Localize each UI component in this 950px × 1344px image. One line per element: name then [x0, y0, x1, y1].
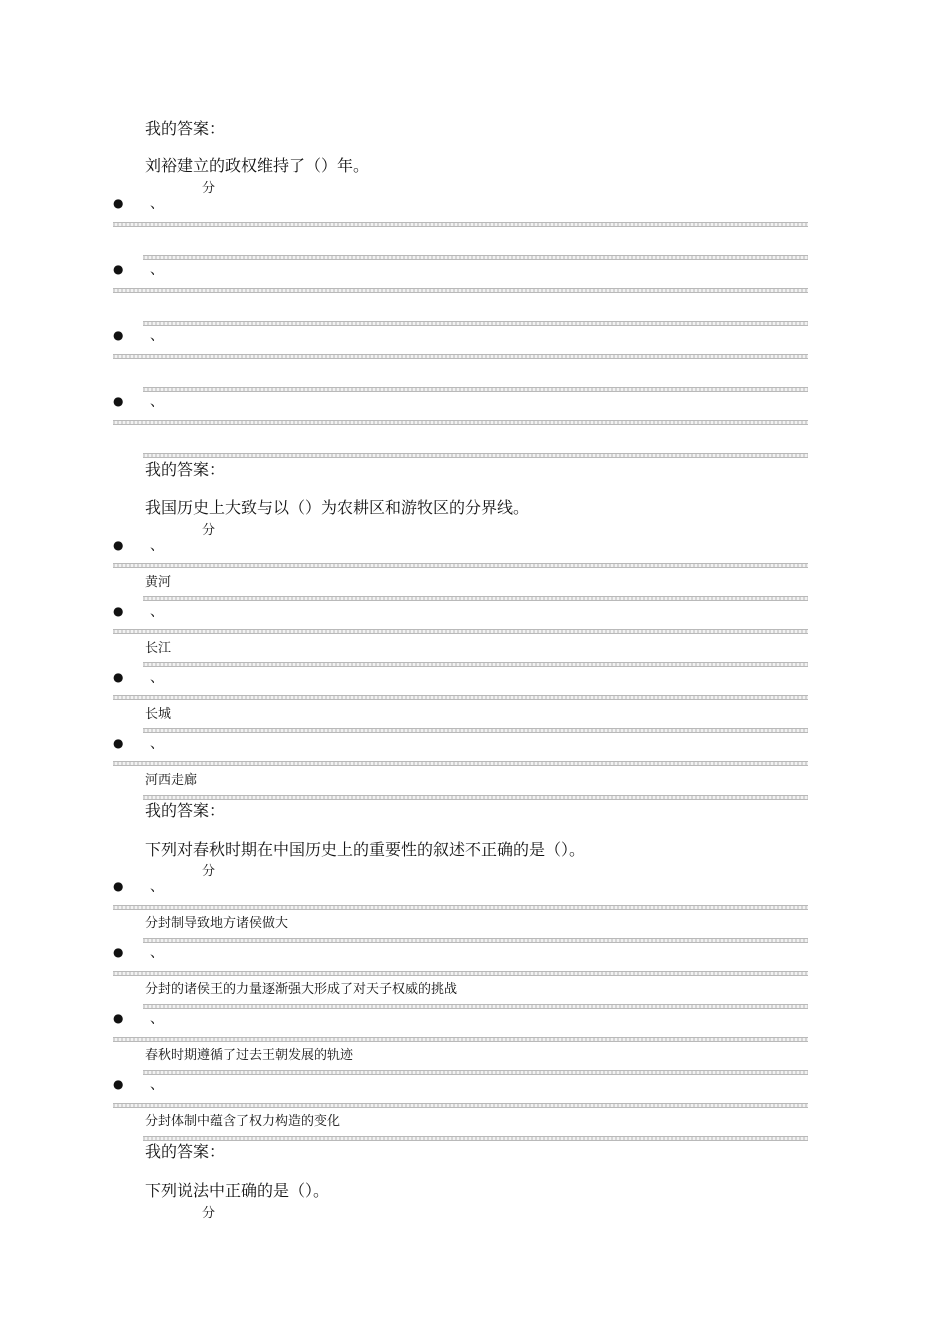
question-text: 我国历史上大致与以（）为农耕区和游牧区的分界线。 — [145, 498, 530, 517]
divider — [113, 420, 808, 425]
option-marker: 、 — [150, 196, 164, 212]
divider — [143, 662, 808, 667]
option-text[interactable]: 分封制导致地方诸侯做大 — [145, 916, 289, 931]
divider — [113, 222, 808, 227]
option-marker: 、 — [150, 879, 164, 895]
bullet-icon: ● — [113, 879, 124, 893]
score-label: 分 — [202, 1206, 216, 1221]
option-text[interactable]: 分封体制中蕴含了权力构造的变化 — [145, 1114, 341, 1129]
question-text: 下列对春秋时期在中国历史上的重要性的叙述不正确的是（）。 — [145, 840, 586, 859]
divider — [143, 596, 808, 601]
option-marker: 、 — [150, 945, 164, 961]
bullet-icon: ● — [113, 262, 124, 276]
bullet-icon: ● — [113, 196, 124, 210]
option-text[interactable]: 长城 — [145, 707, 172, 722]
divider — [143, 1070, 808, 1075]
divider — [113, 695, 808, 700]
my-answer-label: 我的答案： — [145, 119, 226, 138]
divider — [113, 761, 808, 766]
divider — [143, 453, 808, 458]
divider — [143, 795, 808, 800]
bullet-icon: ● — [113, 538, 124, 552]
divider — [143, 728, 808, 733]
option-marker: 、 — [150, 262, 164, 278]
score-label: 分 — [202, 523, 216, 538]
divider — [113, 905, 808, 910]
divider — [113, 354, 808, 359]
divider — [143, 938, 808, 943]
divider — [143, 387, 808, 392]
divider — [113, 563, 808, 568]
divider — [143, 1004, 808, 1009]
bullet-icon: ● — [113, 328, 124, 342]
option-marker: 、 — [150, 538, 164, 554]
divider — [143, 255, 808, 260]
bullet-icon: ● — [113, 394, 124, 408]
option-text[interactable]: 河西走廊 — [145, 773, 198, 788]
bullet-icon: ● — [113, 1011, 124, 1025]
my-answer-label: 我的答案： — [145, 801, 226, 820]
option-marker: 、 — [150, 736, 164, 752]
option-marker: 、 — [150, 1011, 164, 1027]
option-text[interactable]: 长江 — [145, 641, 172, 656]
divider — [113, 288, 808, 293]
option-marker: 、 — [150, 604, 164, 620]
question-text: 刘裕建立的政权维持了（）年。 — [145, 156, 370, 175]
question-text: 下列说法中正确的是（）。 — [145, 1181, 330, 1200]
score-label: 分 — [202, 181, 216, 196]
divider — [113, 971, 808, 976]
option-marker: 、 — [150, 328, 164, 344]
bullet-icon: ● — [113, 670, 124, 684]
option-text[interactable]: 春秋时期遵循了过去王朝发展的轨迹 — [145, 1048, 354, 1063]
my-answer-label: 我的答案： — [145, 460, 226, 479]
divider — [143, 1136, 808, 1141]
divider — [113, 1037, 808, 1042]
my-answer-label: 我的答案： — [145, 1142, 226, 1161]
option-text[interactable]: 黄河 — [145, 575, 172, 590]
divider — [143, 321, 808, 326]
score-label: 分 — [202, 864, 216, 879]
option-marker: 、 — [150, 1077, 164, 1093]
option-text[interactable]: 分封的诸侯王的力量逐渐强大形成了对天子权威的挑战 — [145, 982, 458, 997]
option-marker: 、 — [150, 394, 164, 410]
bullet-icon: ● — [113, 604, 124, 618]
bullet-icon: ● — [113, 1077, 124, 1091]
bullet-icon: ● — [113, 736, 124, 750]
divider — [113, 1103, 808, 1108]
divider — [113, 629, 808, 634]
option-marker: 、 — [150, 670, 164, 686]
bullet-icon: ● — [113, 945, 124, 959]
